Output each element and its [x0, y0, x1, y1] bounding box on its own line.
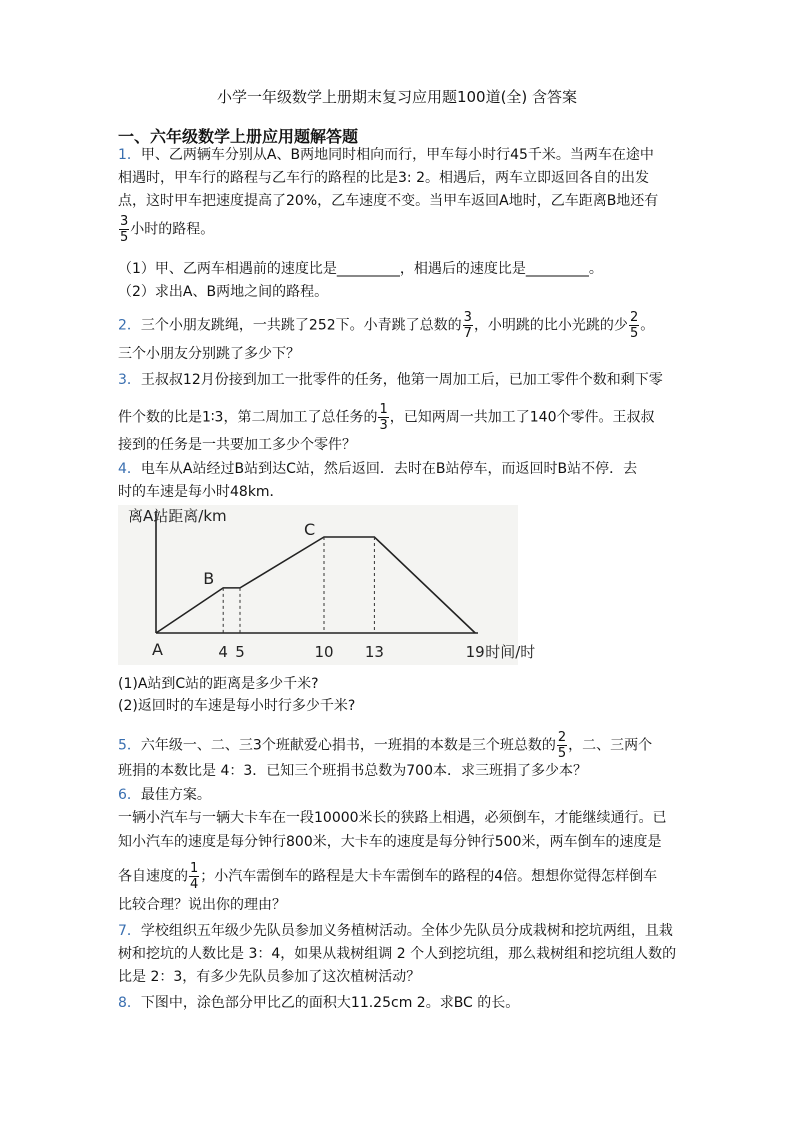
q1-sub-1: （1）甲、乙两车相遇前的速度比是_________，相遇后的速度比是_________。	[118, 261, 603, 277]
x-tick-label: 4	[218, 643, 228, 661]
q7-line-3: 比是 2：3，有多少先队员参加了这次植树活动？	[118, 969, 421, 985]
page-title: 小学一年级数学上册期末复习应用题100道(全) 含答案	[216, 88, 578, 106]
q8-line-1: 8．下图中，涂色部分甲比乙的面积大11.25cm 2。求BC 的长。	[118, 995, 520, 1011]
q5-number: 5．	[118, 737, 141, 754]
q3-line-2: 件个数的比是1∶3，第二周加工了总任务的 $\frac{1}{3}$ ，已知两周一共加工了140个零件。王叔叔	[118, 402, 655, 433]
q4-line-1: 4．电车从A站经过B站到达C站，然后返回．去时在B站停车，而返回时B站不停．去	[118, 461, 638, 477]
distance-time-chart	[118, 505, 536, 665]
x-tick-label: 10	[314, 643, 334, 661]
q4-number: 4．	[118, 461, 141, 477]
q3-line-3: 接到的任务是一共要加工多少个零件？	[118, 437, 356, 453]
x-tick-label: 13	[364, 643, 384, 661]
q2-number: 2．	[118, 317, 141, 334]
q3-line-1: 3．王叔叔12月份接到加工一批零件的任务，他第一周加工后，已加工零件个数和剩下零	[118, 372, 663, 388]
q5-line-1: 5．六年级一、二、三3个班献爱心捐书，一班捐的本数是三个班总数的 $\frac{2}{5}$ ，二、三两个	[118, 730, 653, 761]
x-tick-label: 5	[235, 643, 245, 661]
q6-number: 6．	[118, 787, 141, 803]
q2-line-2: 三个小朋友分别跳了多少下？	[118, 346, 300, 362]
point-label: C	[304, 520, 316, 539]
q3-number: 3．	[118, 372, 141, 388]
q4-sub-2: (2)返回时的车速是每小时行多少千米?	[118, 698, 356, 714]
q6-line-4: 比较合理？说出你的理由？	[118, 897, 286, 913]
q4-line-2: 时的车速是每小时48km．	[118, 484, 284, 500]
q1-line-1: 1．甲、乙两辆车分别从A、B两地同时相向而行，甲车每小时行45千米。当两车在途中	[118, 147, 654, 163]
q1-number: 1．	[118, 147, 141, 163]
q1-line-2: 相遇时，甲车行的路程与乙车行的路程的比是3: 2。相遇后，两车立即返回各自的出发	[118, 170, 649, 186]
q8-number: 8．	[118, 995, 141, 1011]
q5-line-2: 班捐的本数比是 4：3．已知三个班捐书总数为700本．求三班捐了多少本？	[118, 763, 587, 779]
q6-line-3: 各自速度的 $\frac{1}{4}$ ；小汽车需倒车的路程是大卡车需倒车的路程的4倍。想想你觉得怎样倒车	[118, 861, 658, 892]
q1-line-3: 点，这时甲车把速度提高了20%，乙车速度不变。当甲车返回A地时，乙车距离B地还有	[118, 193, 659, 209]
x-tick-label: 19	[465, 643, 485, 661]
q1-line-4: $\frac{3}{5}$ 小时的路程。	[120, 214, 215, 245]
q4-sub-1: (1)A站到C站的距离是多少千米?	[118, 676, 319, 692]
q3-fraction: $\frac{1}{3}$	[379, 402, 388, 433]
q6-line-1: 一辆小汽车与一辆大卡车在一段10000米长的狭路上相遇，必须倒车，才能继续通行。已	[118, 810, 667, 826]
q2-fraction-1: $\frac{3}{7}$	[463, 310, 472, 341]
q1-sub-2: （2）求出A、B两地之间的路程。	[118, 284, 329, 300]
point-label: A	[152, 640, 163, 659]
point-label: B	[203, 568, 215, 588]
q1-fraction: $\frac{3}{5}$	[120, 214, 129, 245]
q2-fraction-2: $\frac{2}{5}$	[629, 310, 639, 341]
q2-line-1: 2．三个小朋友跳绳，一共跳了252下。小青跳了总数的 $\frac{3}{7}$ ，小明跳的比小光跳的少 $\frac{2}{5}$ 。	[118, 310, 655, 341]
x-axis-label: 时间/时	[485, 643, 536, 661]
q6-line-0: 6．最佳方案。	[118, 787, 211, 803]
q7-line-1: 7．学校组织五年级少先队员参加义务植树活动。全体少先队员分成栽树和挖坑两组，且栽	[118, 923, 673, 939]
y-axis-label: 离A站距离/km	[128, 507, 227, 525]
q7-number: 7．	[118, 923, 141, 939]
chart-background	[118, 505, 518, 665]
q6-fraction: $\frac{1}{4}$	[190, 861, 199, 892]
section-heading: 一、六年级数学上册应用题解答题	[118, 127, 359, 146]
q6-line-2: 知小汽车的速度是每分钟行800米，大卡车的速度是每分钟行500米，两车倒车的速度是	[118, 834, 662, 850]
q5-fraction: $\frac{2}{5}$	[557, 730, 567, 761]
q7-line-2: 树和挖坑的人数比是 3：4，如果从栽树组调 2 个人到挖坑组，那么栽树组和挖坑组人数的	[118, 946, 677, 962]
